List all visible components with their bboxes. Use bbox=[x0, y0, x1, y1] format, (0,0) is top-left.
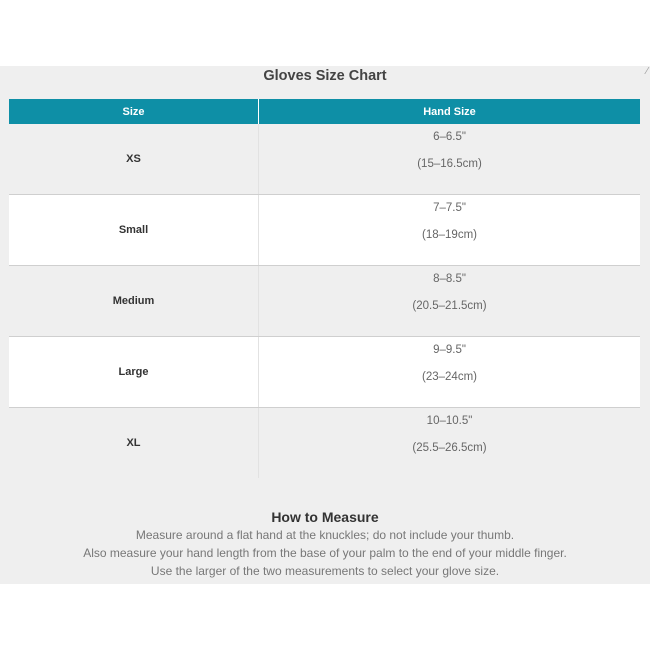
size-cell: XL bbox=[9, 408, 259, 478]
hand-size-cell bbox=[259, 124, 640, 194]
hand-size-cell bbox=[259, 195, 640, 265]
table-row bbox=[9, 124, 640, 195]
header-hand-size: Hand Size bbox=[423, 105, 476, 118]
hand-size-cm: (25.5–26.5cm) bbox=[412, 442, 487, 454]
resize-handle-icon[interactable]: ⁄ bbox=[646, 66, 648, 77]
hand-size-inches: 8–8.5" bbox=[433, 273, 466, 285]
hand-size-inches: 9–9.5" bbox=[433, 344, 466, 356]
header-size: Size bbox=[9, 99, 259, 124]
size-cell: Small bbox=[9, 195, 259, 265]
size-cell: XS bbox=[9, 124, 259, 194]
hand-size-inches: 7–7.5" bbox=[433, 202, 466, 214]
measure-instruction: Use the larger of the two measurements to select your glove size. bbox=[150, 564, 500, 578]
hand-size-cell bbox=[259, 266, 640, 336]
measure-instruction: Also measure your hand length from the base of your palm to the end of your middle finger. bbox=[83, 546, 567, 560]
size-chart-panel bbox=[0, 66, 650, 584]
hand-size-cell bbox=[259, 408, 640, 478]
size-table bbox=[9, 99, 640, 478]
hand-size-inches: 6–6.5" bbox=[433, 131, 466, 143]
hand-size-cm: (18–19cm) bbox=[422, 229, 477, 241]
table-row bbox=[9, 195, 640, 266]
how-to-measure-title: How to Measure bbox=[271, 509, 379, 525]
chart-title: Gloves Size Chart bbox=[263, 68, 387, 84]
size-cell: Medium bbox=[9, 266, 259, 336]
table-row bbox=[9, 337, 640, 408]
hand-size-inches: 10–10.5" bbox=[426, 415, 473, 427]
hand-size-cell bbox=[259, 337, 640, 407]
hand-size-cm: (15–16.5cm) bbox=[417, 158, 482, 170]
hand-size-cm: (20.5–21.5cm) bbox=[412, 300, 487, 312]
hand-size-cm: (23–24cm) bbox=[422, 371, 477, 383]
table-row bbox=[9, 266, 640, 337]
table-header bbox=[9, 99, 640, 124]
measure-instruction: Measure around a flat hand at the knuckles; do not include your thumb. bbox=[135, 528, 515, 542]
table-row bbox=[9, 408, 640, 478]
size-cell: Large bbox=[9, 337, 259, 407]
